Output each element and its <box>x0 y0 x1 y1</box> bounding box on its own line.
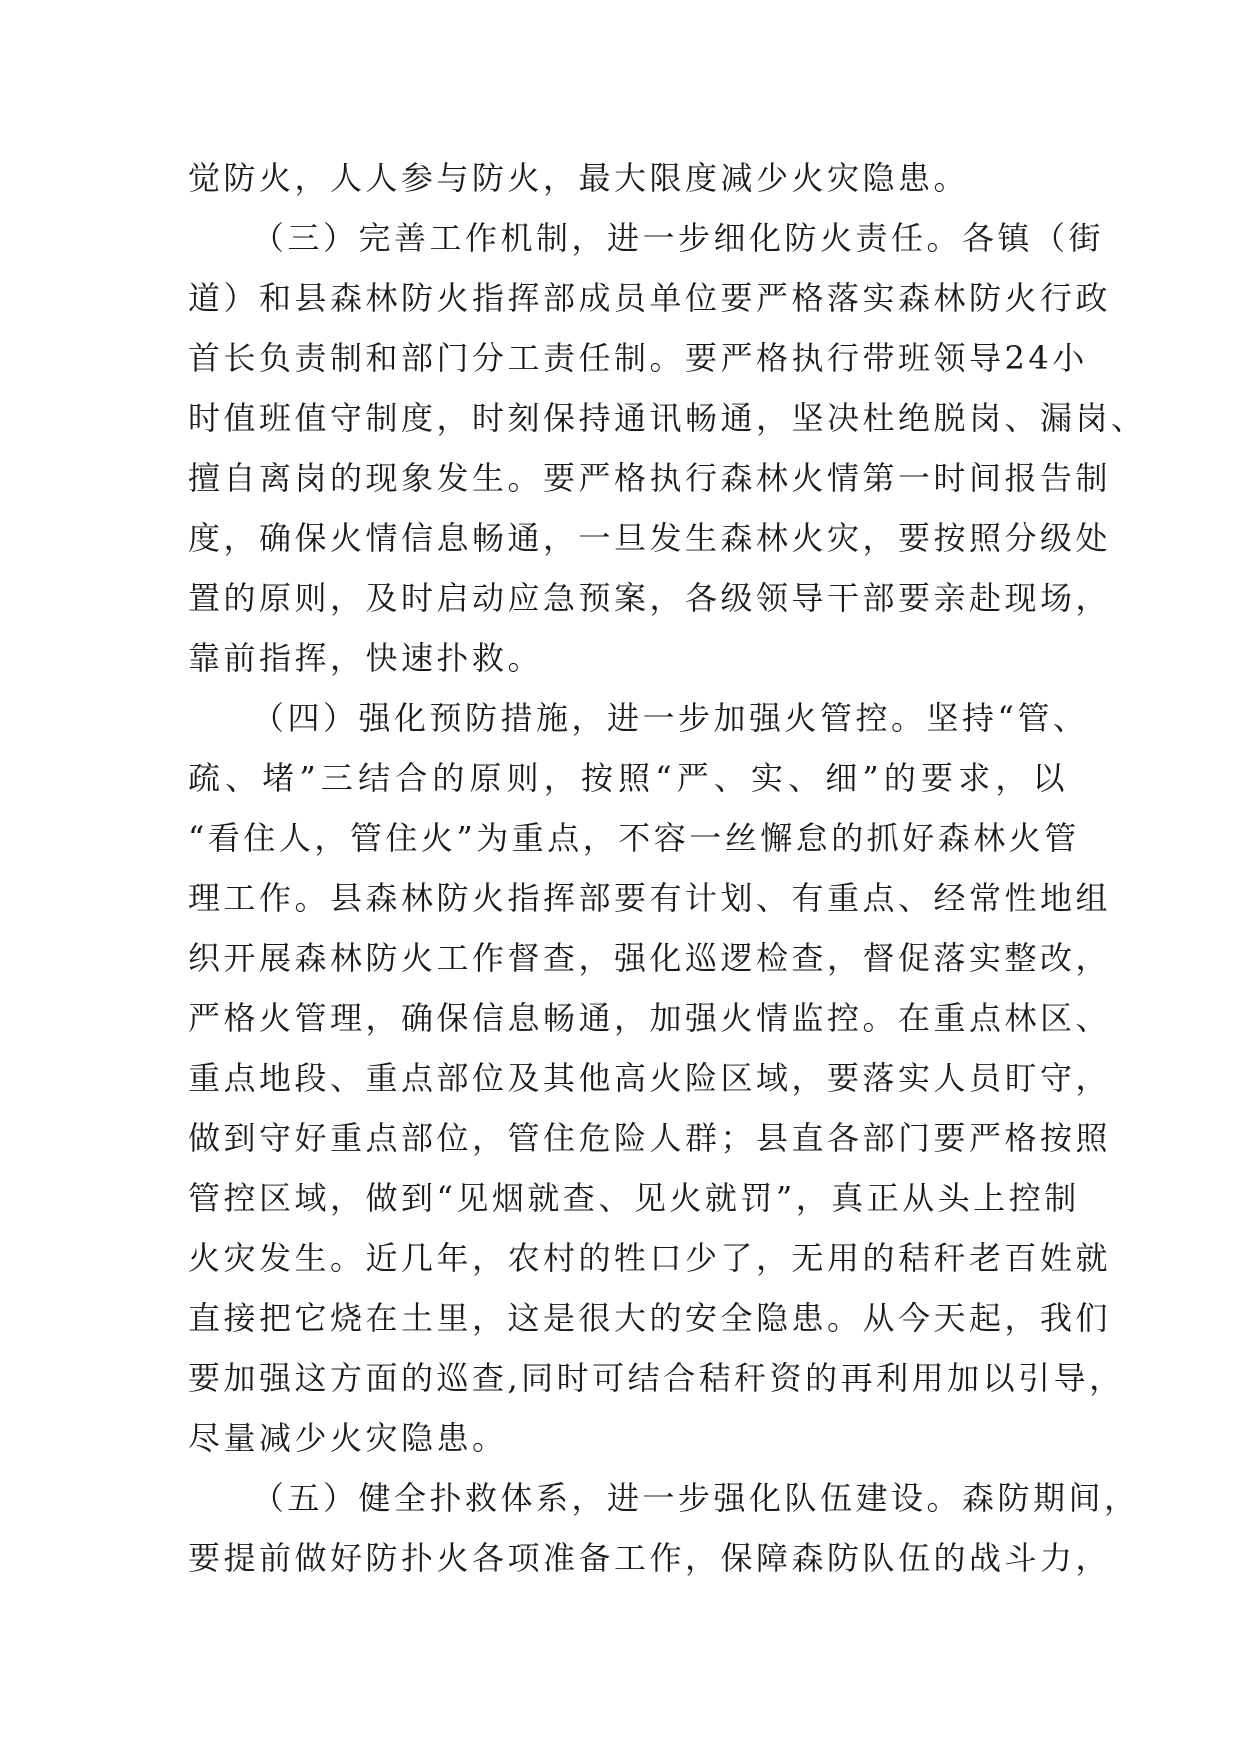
text-line: 擅自离岗的现象发生。要严格执行森林火情第一时间报告制 <box>188 459 1112 497</box>
text-line: 严格火管理，确保信息畅通，加强火情监控。在重点林区、 <box>188 999 1112 1037</box>
text-line: 管控区域，做到“见烟就查、见火就罚”，真正从头上控制 <box>188 1179 1080 1217</box>
text-line: 理工作。县森林防火指挥部要有计划、有重点、经常性地组 <box>188 879 1112 917</box>
text-line: “看住人，管住火”为重点，不容一丝懈怠的抓好森林火管 <box>188 819 1080 857</box>
paragraph-heading-4: （四）强化预防措施，进一步加强火管控。坚持“管、 <box>252 699 1089 737</box>
text-line: 织开展森林防火工作督查，强化巡逻检查，督促落实整改， <box>188 939 1112 977</box>
text-line: 尽量减少火灾隐患。 <box>188 1419 508 1457</box>
paragraph-heading-5: （五）健全扑救体系，进一步强化队伍建设。森防期间， <box>252 1479 1140 1517</box>
paragraph-heading-3: （三）完善工作机制，进一步细化防火责任。各镇（街 <box>252 219 1105 257</box>
text-line: 要提前做好防扑火各项准备工作，保障森防队伍的战斗力， <box>188 1539 1112 1577</box>
text-line: 疏、堵”三结合的原则，按照“严、实、细”的要求，以 <box>188 759 1068 797</box>
text-line: 靠前指挥，快速扑救。 <box>188 639 544 677</box>
text-line: 时值班值守制度，时刻保持通讯畅通，坚决杜绝脱岗、漏岗、 <box>188 399 1147 437</box>
text-line: 要加强这方面的巡查,同时可结合秸秆资的再利用加以引导， <box>188 1359 1125 1397</box>
text-line: 重点地段、重点部位及其他高火险区域，要落实人员盯守， <box>188 1059 1112 1097</box>
text-line: 度，确保火情信息畅通，一旦发生森林火灾，要按照分级处 <box>188 519 1112 557</box>
text-line: 道）和县森林防火指挥部成员单位要严格落实森林防火行政 <box>188 279 1112 317</box>
text-line: 火灾发生。近几年，农村的牲口少了，无用的秸秆老百姓就 <box>188 1239 1112 1277</box>
text-line: 直接把它烧在土里，这是很大的安全隐患。从今天起，我们 <box>188 1299 1112 1337</box>
text-line: 做到守好重点部位，管住危险人群；县直各部门要严格按照 <box>188 1119 1112 1157</box>
body-text <box>188 148 1147 1588</box>
text-line: 首长负责制和部门分工责任制。要严格执行带班领导24小 <box>188 339 1088 377</box>
text-line: 置的原则，及时启动应急预案，各级领导干部要亲赴现场， <box>188 579 1112 617</box>
text-line: 觉防火，人人参与防火，最大限度减少火灾隐患。 <box>188 159 970 197</box>
